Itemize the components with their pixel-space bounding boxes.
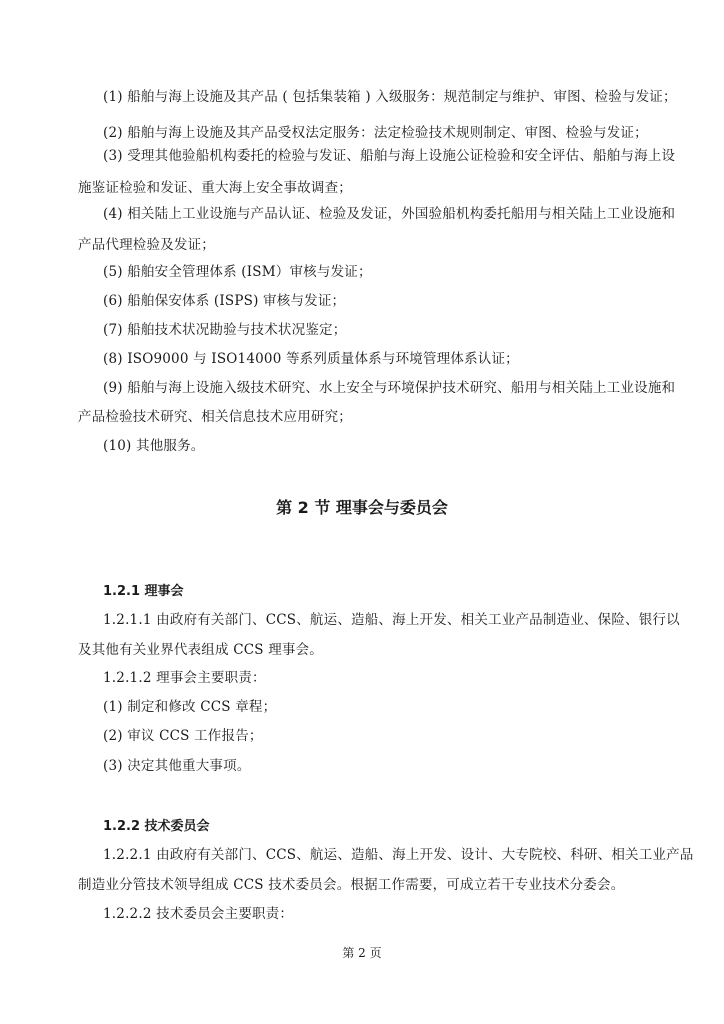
list-item-5: (5) 船舶安全管理体系 (ISM）审核与发证； [103, 264, 372, 280]
list-item-9: (9) 船舶与海上设施入级技术研究、水上安全与环境保护技术研究、船用与相关陆上工业设施和 [103, 380, 676, 396]
paragraph-1-2-1-1-cont: 及其他有关业界代表组成 CCS 理事会。 [78, 642, 323, 658]
paragraph-1-2-2-1-cont: 制造业分管技术领导组成 CCS 技术委员会。根据工作需要，可成立若干专业技术分委会。 [78, 877, 625, 893]
list-item-4-cont: 产品代理检验及发证； [78, 237, 215, 253]
list-item-3: (3) 受理其他验船机构委托的检验与发证、船舶与海上设施公证检验和安全评估、船舶与海上设 [103, 148, 676, 164]
list-item-council-1: (1) 制定和修改 CCS 章程； [103, 699, 277, 715]
paragraph-1-2-2-1: 1.2.2.1 由政府有关部门、CCS、航运、造船、海上开发、设计、大专院校、科研、相关工业产品 [103, 847, 694, 863]
list-item-8: (8) ISO9000 与 ISO14000 等系列质量体系与环境管理体系认证； [103, 351, 519, 367]
list-item-council-2: (2) 审议 CCS 工作报告； [103, 728, 263, 744]
list-item-6: (6) 船舶保安体系 (ISPS) 审核与发证； [103, 293, 346, 309]
list-item-7: (7) 船舶技术状况勘验与技术状况鉴定； [103, 322, 347, 338]
paragraph-1-2-1-2: 1.2.1.2 理事会主要职责： [103, 670, 266, 686]
paragraph-1-2-2-2: 1.2.2.2 技术委员会主要职责： [103, 906, 294, 922]
section-title: 第 2 节 理事会与委员会 [276, 498, 448, 517]
list-item-3-cont: 施鉴证检验和发证、重大海上安全事故调查； [78, 180, 352, 196]
paragraph-1-2-1-1: 1.2.1.1 由政府有关部门、CCS、航运、造船、海上开发、相关工业产品制造业、保险、银行以 [103, 612, 680, 628]
list-item-4: (4) 相关陆上工业设施与产品认证、检验及发证，外国验船机构委托船用与相关陆上工业设施和 [103, 206, 676, 222]
page-number: 第 2 页 [342, 946, 382, 960]
list-item-9-cont: 产品检验技术研究、相关信息技术应用研究； [78, 409, 352, 425]
subsection-heading-1-2-2: 1.2.2 技术委员会 [103, 819, 210, 834]
list-item-10: (10) 其他服务。 [103, 438, 205, 454]
subsection-heading-1-2-1: 1.2.1 理事会 [103, 584, 184, 599]
list-item-council-3: (3) 决定其他重大事项。 [103, 758, 251, 774]
list-item-1: (1) 船舶与海上设施及其产品 ( 包括集装箱 ) 入级服务：规范制定与维护、审图、检验与发证； [103, 89, 677, 105]
list-item-2: (2) 船舶与海上设施及其产品受权法定服务：法定检验技术规则制定、审图、检验与发证； [103, 125, 648, 141]
